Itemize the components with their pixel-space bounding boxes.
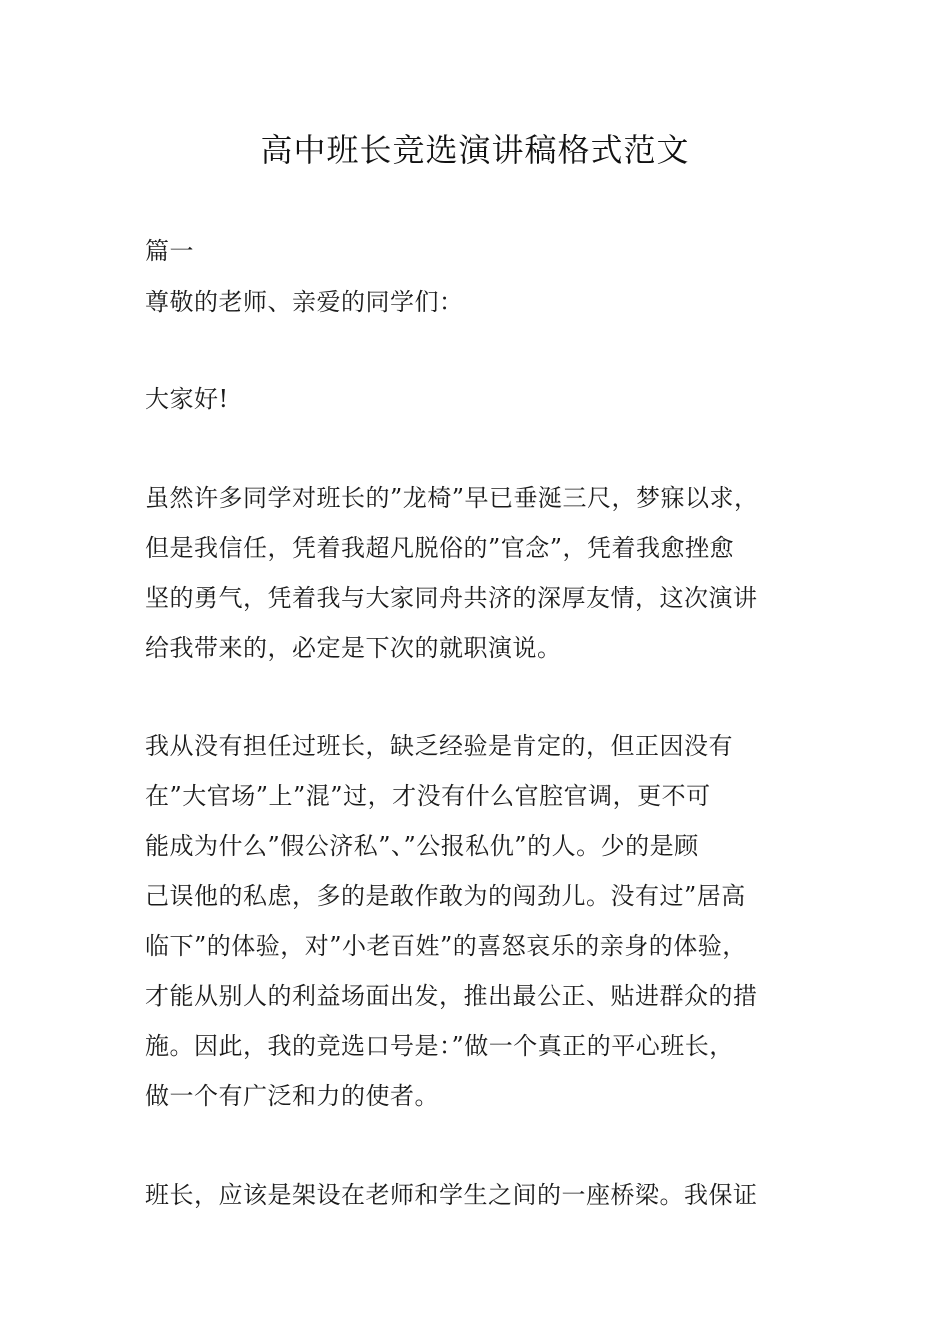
paragraph-line: 我从没有担任过班长，缺乏经验是肯定的，但正因没有 xyxy=(145,732,733,760)
paragraph-line: 己误他的私虑，多的是敢作敢为的闯劲儿。没有过”居高 xyxy=(145,882,746,910)
paragraph-line: 给我带来的，必定是下次的就职演说。 xyxy=(145,634,562,662)
paragraph-line: 做一个有广泛和力的使者。 xyxy=(145,1082,439,1110)
paragraph-line: 施。因此，我的竞选口号是：”做一个真正的平心班长， xyxy=(145,1032,734,1060)
paragraph-line: 临下”的体验，对”小老百姓”的喜怒哀乐的亲身的体验， xyxy=(145,932,747,960)
paragraph-line: 能成为什么”假公济私”、”公报私仇”的人。少的是顾 xyxy=(145,832,699,860)
paragraph-line: 但是我信任，凭着我超凡脱俗的”官念”，凭着我愈挫愈 xyxy=(145,534,735,562)
paragraph-line: 班长，应该是架设在老师和学生之间的一座桥梁。我保证 xyxy=(145,1181,758,1209)
paragraph-line: 才能从别人的利益场面出发，推出最公正、贴进群众的措 xyxy=(145,982,758,1010)
paragraph-line: 坚的勇气，凭着我与大家同舟共济的深厚友情，这次演讲 xyxy=(145,584,758,612)
document-title: 高中班长竞选演讲稿格式范文 xyxy=(260,131,690,169)
greeting: 大家好! xyxy=(145,385,229,413)
section-label: 篇一 xyxy=(145,237,194,265)
paragraph-line: 虽然许多同学对班长的”龙椅”早已垂涎三尺，梦寐以求， xyxy=(145,484,759,512)
paragraph-line: 在”大官场”上”混”过，才没有什么官腔官调，更不可 xyxy=(145,782,711,810)
salutation: 尊敬的老师、亲爱的同学们： xyxy=(145,288,464,316)
